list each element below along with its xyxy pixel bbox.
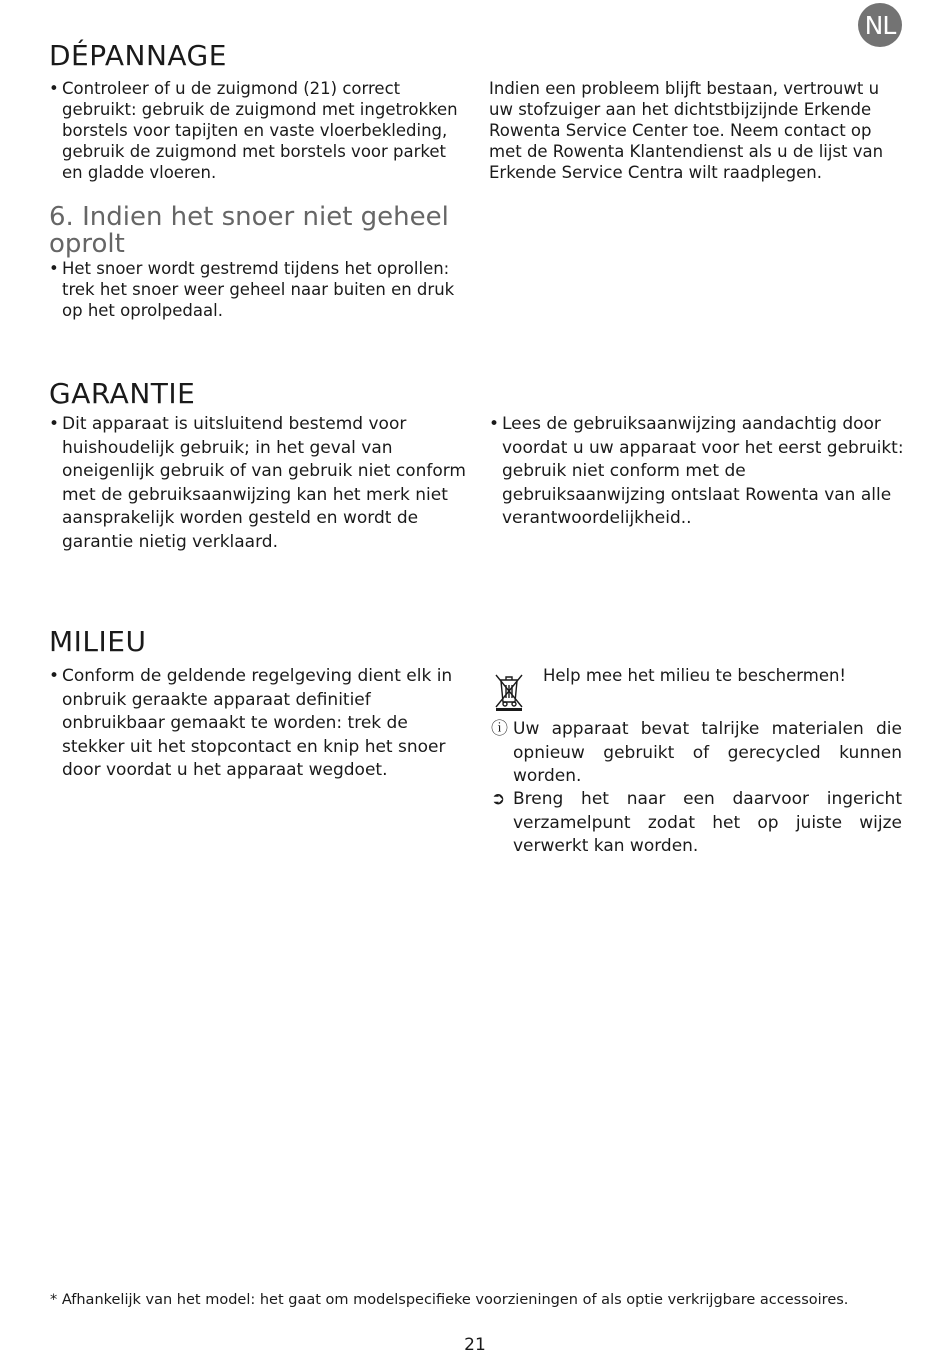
weee-bin-icon [494, 671, 524, 711]
bullet-dot: • [49, 414, 60, 434]
paragraph-text: Conform de geldende regelgeving dient elk in onbruik geraakte apparaat definitief onbruikbaar gemaakt te worden: trek de stekker uit het stopcontact en knip het snoer door voordat u het apparaat wegdoet. [62, 666, 453, 780]
paragraph-text: Controleer of u de zuigmond (21) correct gebruikt: gebruik de zuigmond met ingetrokken borstels voor tapijten en vaste vloerbekleding, gebruik de zuigmond met borstels voor parket en gladde vloeren. [62, 79, 458, 182]
paragraph-text: Dit apparaat is uitsluitend bestemd voor huishoudelijk gebruik; in het geval van oneigenlijk gebruik of van gebruik niet conform met de gebruiksaanwijzing kan het merk niet aansprakelijk worden gesteld en wordt de garantie nietig verklaard. [62, 414, 466, 552]
arrow-right-icon: ➲ [491, 789, 506, 809]
bullet-dot: • [49, 79, 59, 98]
info-icon: ⓘ [491, 719, 508, 739]
help-text: Help mee het milieu te beschermen! [543, 666, 847, 685]
section-title-milieu: MILIEU [49, 625, 147, 658]
paragraph-service: Indien een probleem blijft bestaan, vertrouwt u uw stofzuiger aan het dichtstbijzijnde Erkende Rowenta Service Center toe. Neem contact op met de Rowenta Klantendienst als u de lijst van Erkende Service Centra wilt raadplegen. [489, 79, 884, 182]
paragraph-text: Breng het naar een daarvoor ingericht verzamelpunt zodat het op juiste wijze verwerkt kan worden. [513, 789, 902, 856]
list-item [49, 413, 469, 554]
bullet-dot: • [489, 414, 500, 434]
arrow-item [491, 788, 902, 859]
paragraph-text: Het snoer wordt gestremd tijdens het oprollen: trek het snoer weer geheel naar buiten en druk op het oprolpedaal. [62, 259, 455, 320]
info-item [491, 718, 902, 789]
list-item [49, 665, 469, 783]
language-badge: NL [858, 3, 902, 47]
page-number: 21 [464, 1335, 486, 1355]
section-title-depannage: DÉPANNAGE [49, 39, 227, 72]
paragraph-text: Lees de gebruiksaanwijzing aandachtig door voordat u uw apparaat voor het eerst gebruikt: gebruik niet conform met de gebruiksaanwijzing ontslaat Rowenta van alle verantwoordelijkheid.. [502, 414, 904, 528]
list-item [49, 78, 469, 183]
subsection-title: 6. Indien het snoer niet geheel oprolt [49, 202, 449, 259]
paragraph-text: Uw apparaat bevat talrijke materialen die opnieuw gebruikt of gerecycled kunnen worden. [513, 719, 902, 786]
footnote: * Afhankelijk van het model: het gaat om modelspecifieke voorzieningen of als optie verkrijgbare accessoires. [50, 1292, 849, 1308]
bullet-dot: • [49, 666, 60, 686]
section-title-garantie: GARANTIE [49, 377, 196, 410]
bullet-dot: • [49, 259, 59, 278]
list-item [49, 258, 469, 321]
list-item [489, 413, 904, 531]
